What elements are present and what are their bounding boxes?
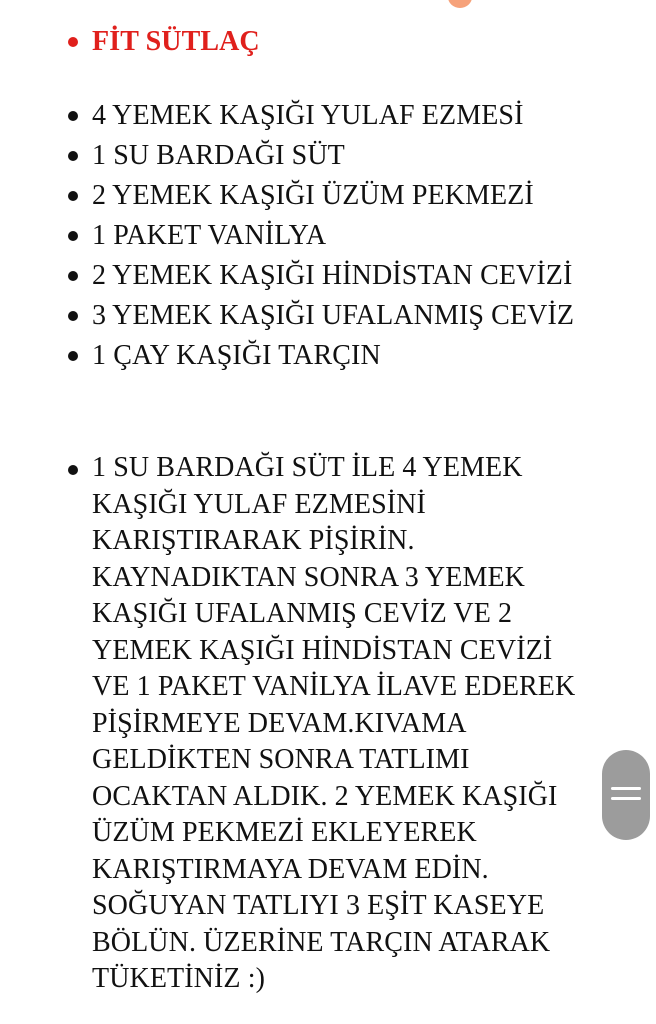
list-item (0, 216, 656, 256)
list-item (0, 296, 656, 336)
ingredient-text: 2 YEMEK KAŞIĞI HİNDİSTAN CEVİZİ (92, 260, 573, 291)
instructions-item (0, 450, 656, 998)
bullet-icon (68, 151, 78, 161)
list-item (0, 336, 656, 376)
instruction-line: GELDİKTEN SONRA TATLIMI (92, 744, 470, 775)
instruction-line: KAYNADIKTAN SONRA 3 YEMEK (92, 561, 525, 593)
instruction-line: YEMEK KAŞIĞI HİNDİSTAN CEVİZİ (92, 634, 553, 666)
bullet-icon (68, 111, 78, 121)
instruction-line: TÜKETİNİZ :) (92, 963, 266, 994)
instruction-line: SOĞUYAN TATLIYI 3 EŞİT KASEYE (92, 890, 545, 921)
instruction-line: ÜZÜM PEKMEZİ EKLEYEREK (92, 817, 477, 848)
instruction-line: KARIŞTIRMAYA DEVAM EDİN. (92, 853, 489, 885)
title-list (0, 22, 656, 62)
instruction-line: OCAKTAN ALDIK. 2 YEMEK KAŞIĞI (92, 780, 558, 812)
bullet-icon (68, 37, 78, 47)
instructions-list (0, 450, 656, 998)
list-item (0, 176, 656, 216)
recipe-title-item (0, 22, 656, 62)
menu-lines-icon (611, 797, 641, 800)
ingredient-text: 2 YEMEK KAŞIĞI ÜZÜM PEKMEZİ (92, 180, 534, 211)
ingredient-text: 1 SU BARDAĞI SÜT (92, 140, 345, 171)
instruction-line: VE 1 PAKET VANİLYA İLAVE EDEREK (92, 671, 576, 702)
instruction-line: KAŞIĞI UFALANMIŞ CEVİZ VE 2 (92, 598, 513, 629)
instruction-line: KARIŞTIRARAK PİŞİRİN. (92, 525, 415, 556)
bullet-icon (68, 191, 78, 201)
orange-decoration (448, 0, 472, 8)
list-item (0, 256, 656, 296)
bullet-icon (68, 271, 78, 281)
ingredient-text: 4 YEMEK KAŞIĞI YULAF EZMESİ (92, 100, 524, 131)
recipe-title: FİT SÜTLAÇ (92, 26, 260, 57)
bullet-icon (68, 465, 78, 475)
list-item (0, 96, 656, 136)
instruction-line: PİŞİRMEYE DEVAM.KIVAMA (92, 707, 467, 739)
instruction-line: BÖLÜN. ÜZERİNE TARÇIN ATARAK (92, 926, 551, 958)
ingredient-text: 1 PAKET VANİLYA (92, 220, 327, 251)
instruction-line: 1 SU BARDAĞI SÜT İLE 4 YEMEK (92, 452, 523, 483)
ingredient-text: 1 ÇAY KAŞIĞI TARÇIN (92, 340, 381, 371)
scroll-handle[interactable] (602, 750, 650, 840)
menu-lines-icon (611, 787, 641, 790)
list-item (0, 136, 656, 176)
bullet-icon (68, 231, 78, 241)
bullet-icon (68, 311, 78, 321)
ingredients-list (0, 96, 656, 376)
ingredient-text: 3 YEMEK KAŞIĞI UFALANMIŞ CEVİZ (92, 300, 575, 331)
bullet-icon (68, 351, 78, 361)
instruction-line: KAŞIĞI YULAF EZMESİNİ (92, 488, 426, 520)
